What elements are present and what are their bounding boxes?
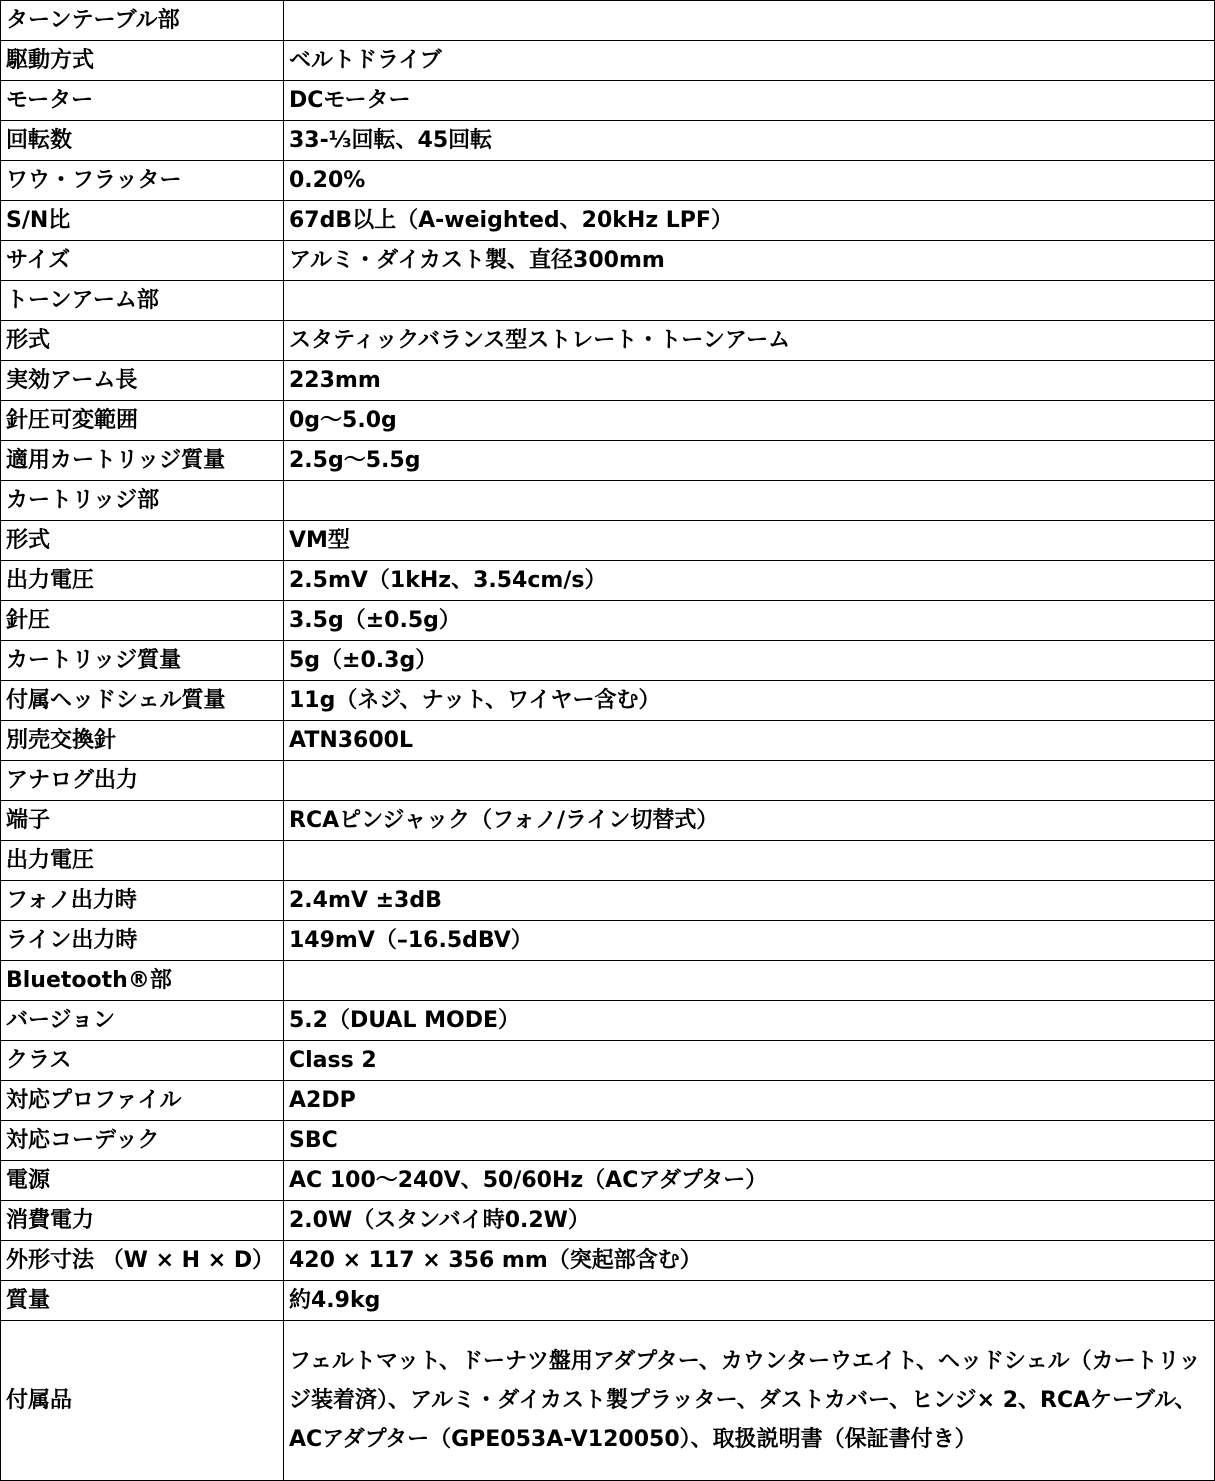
row-label: 針圧 bbox=[1, 601, 284, 641]
spec-table-body bbox=[1, 1, 1215, 1481]
table-row bbox=[1, 481, 1215, 521]
table-row bbox=[1, 801, 1215, 841]
row-value: ATN3600L bbox=[284, 721, 1215, 761]
row-label: 付属品 bbox=[1, 1321, 284, 1481]
row-label: 別売交換針 bbox=[1, 721, 284, 761]
row-value: SBC bbox=[284, 1121, 1215, 1161]
table-row bbox=[1, 1321, 1215, 1481]
row-label: 適用カートリッジ質量 bbox=[1, 441, 284, 481]
row-label: トーンアーム部 bbox=[1, 281, 284, 321]
table-row bbox=[1, 681, 1215, 721]
table-row bbox=[1, 281, 1215, 321]
row-label: 端子 bbox=[1, 801, 284, 841]
row-label: アナログ出力 bbox=[1, 761, 284, 801]
row-value: AC 100〜240V、50/60Hz（ACアダプター） bbox=[284, 1161, 1215, 1201]
row-label: ワウ・フラッター bbox=[1, 161, 284, 201]
row-value: フェルトマット、ドーナツ盤用アダプター、カウンターウエイト、ヘッドシェル（カートリッジ装着済）、アルミ・ダイカスト製プラッター、ダストカバー、ヒンジ× 2、RCAケーブル、ACアダプター（GPE053A-V120050）、取扱説明書（保証書付き） bbox=[284, 1321, 1215, 1481]
table-row bbox=[1, 201, 1215, 241]
row-label: フォノ出力時 bbox=[1, 881, 284, 921]
table-row bbox=[1, 161, 1215, 201]
row-value bbox=[284, 961, 1215, 1001]
table-row bbox=[1, 1081, 1215, 1121]
table-row bbox=[1, 601, 1215, 641]
row-label: 付属ヘッドシェル質量 bbox=[1, 681, 284, 721]
row-label: ターンテーブル部 bbox=[1, 1, 284, 41]
table-row bbox=[1, 641, 1215, 681]
row-value: 67dB以上（A-weighted、20kHz LPF） bbox=[284, 201, 1215, 241]
row-value bbox=[284, 841, 1215, 881]
row-label: バージョン bbox=[1, 1001, 284, 1041]
table-row bbox=[1, 81, 1215, 121]
row-value: 2.0W（スタンバイ時0.2W） bbox=[284, 1201, 1215, 1241]
table-row bbox=[1, 961, 1215, 1001]
row-value: 約4.9kg bbox=[284, 1281, 1215, 1321]
row-label: クラス bbox=[1, 1041, 284, 1081]
row-value: 5.2（DUAL MODE） bbox=[284, 1001, 1215, 1041]
table-row bbox=[1, 1201, 1215, 1241]
table-row bbox=[1, 1281, 1215, 1321]
row-value: Class 2 bbox=[284, 1041, 1215, 1081]
table-row bbox=[1, 1121, 1215, 1161]
row-label: 針圧可変範囲 bbox=[1, 401, 284, 441]
table-row bbox=[1, 1041, 1215, 1081]
row-value: スタティックバランス型ストレート・トーンアーム bbox=[284, 321, 1215, 361]
table-row bbox=[1, 1161, 1215, 1201]
row-label: 出力電圧 bbox=[1, 561, 284, 601]
table-row bbox=[1, 121, 1215, 161]
row-value: 3.5g（±0.5g） bbox=[284, 601, 1215, 641]
row-value bbox=[284, 1, 1215, 41]
row-value bbox=[284, 761, 1215, 801]
table-row bbox=[1, 1001, 1215, 1041]
row-value: DCモーター bbox=[284, 81, 1215, 121]
row-label: 実効アーム長 bbox=[1, 361, 284, 401]
row-label: 形式 bbox=[1, 321, 284, 361]
row-label: Bluetooth®部 bbox=[1, 961, 284, 1001]
table-row bbox=[1, 401, 1215, 441]
table-row bbox=[1, 881, 1215, 921]
table-row bbox=[1, 761, 1215, 801]
table-row bbox=[1, 721, 1215, 761]
row-value: 149mV（–16.5dBV） bbox=[284, 921, 1215, 961]
row-label: カートリッジ質量 bbox=[1, 641, 284, 681]
row-label: 外形寸法 （W × H × D） bbox=[1, 1241, 284, 1281]
row-label: S/N比 bbox=[1, 201, 284, 241]
row-label: 回転数 bbox=[1, 121, 284, 161]
table-row bbox=[1, 841, 1215, 881]
table-row bbox=[1, 561, 1215, 601]
row-label: 質量 bbox=[1, 1281, 284, 1321]
table-row bbox=[1, 441, 1215, 481]
row-value: 33-⅓回転、45回転 bbox=[284, 121, 1215, 161]
row-label: 対応コーデック bbox=[1, 1121, 284, 1161]
row-label: 消費電力 bbox=[1, 1201, 284, 1241]
table-row bbox=[1, 241, 1215, 281]
row-value: 2.4mV ±3dB bbox=[284, 881, 1215, 921]
row-value: RCAピンジャック（フォノ/ライン切替式） bbox=[284, 801, 1215, 841]
row-label: カートリッジ部 bbox=[1, 481, 284, 521]
row-value: 2.5mV（1kHz、3.54cm/s） bbox=[284, 561, 1215, 601]
row-value bbox=[284, 281, 1215, 321]
row-value: VM型 bbox=[284, 521, 1215, 561]
row-label: モーター bbox=[1, 81, 284, 121]
row-label: 電源 bbox=[1, 1161, 284, 1201]
row-label: サイズ bbox=[1, 241, 284, 281]
row-value: A2DP bbox=[284, 1081, 1215, 1121]
table-row bbox=[1, 1241, 1215, 1281]
table-row bbox=[1, 41, 1215, 81]
row-value: 223mm bbox=[284, 361, 1215, 401]
table-row bbox=[1, 521, 1215, 561]
table-row bbox=[1, 361, 1215, 401]
row-value: アルミ・ダイカスト製、直径300mm bbox=[284, 241, 1215, 281]
row-value: 0g〜5.0g bbox=[284, 401, 1215, 441]
table-row bbox=[1, 1, 1215, 41]
row-value: 5g（±0.3g） bbox=[284, 641, 1215, 681]
row-label: 駆動方式 bbox=[1, 41, 284, 81]
row-value: ベルトドライブ bbox=[284, 41, 1215, 81]
table-row bbox=[1, 321, 1215, 361]
row-value: 0.20% bbox=[284, 161, 1215, 201]
row-label: 対応プロファイル bbox=[1, 1081, 284, 1121]
row-value: 420 × 117 × 356 mm（突起部含む） bbox=[284, 1241, 1215, 1281]
row-label: ライン出力時 bbox=[1, 921, 284, 961]
row-value: 11g（ネジ、ナット、ワイヤー含む） bbox=[284, 681, 1215, 721]
row-value bbox=[284, 481, 1215, 521]
row-label: 出力電圧 bbox=[1, 841, 284, 881]
table-row bbox=[1, 921, 1215, 961]
row-label: 形式 bbox=[1, 521, 284, 561]
row-value: 2.5g〜5.5g bbox=[284, 441, 1215, 481]
